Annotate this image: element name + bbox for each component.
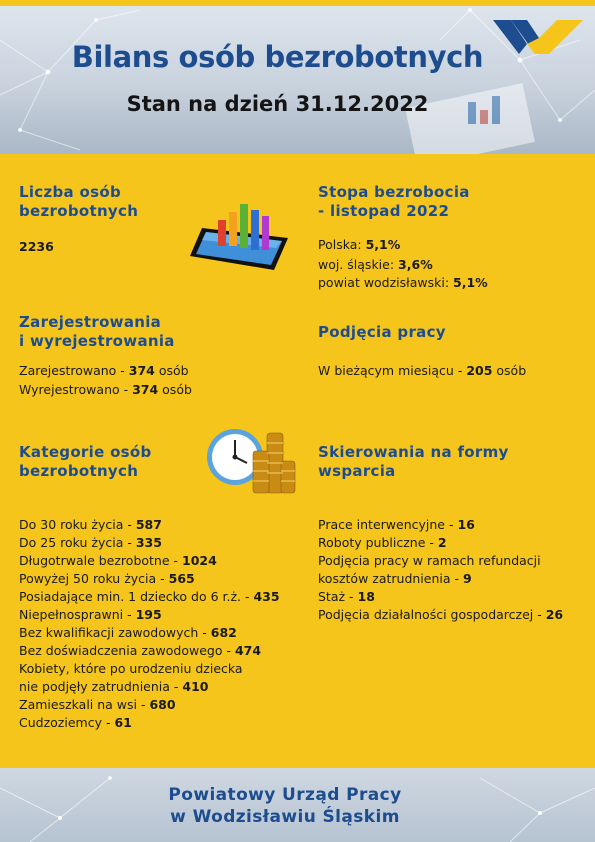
list-item-label: Kobiety, które po urodzeniu dziecka bbox=[19, 661, 243, 676]
list-item bbox=[318, 552, 541, 570]
footer-line-2: w Wodzisławiu Śląskim bbox=[170, 807, 400, 827]
list-item-label: Staż - bbox=[318, 589, 358, 604]
tablet-chart-icon bbox=[188, 200, 298, 272]
list-item bbox=[19, 696, 176, 714]
list-item bbox=[19, 570, 195, 588]
list-item-value: 565 bbox=[168, 571, 195, 586]
list-item-value: 680 bbox=[149, 697, 176, 712]
rejestracje-row: Wyrejestrowano - 374 osób bbox=[19, 382, 192, 397]
footer-line-1: Powiatowy Urząd Pracy bbox=[168, 785, 402, 805]
clock-coins-icon bbox=[205, 425, 300, 497]
section-heading-stopa: Stopa bezrobocia - listopad 2022 bbox=[318, 183, 470, 220]
list-item bbox=[19, 534, 162, 552]
list-item-value: 474 bbox=[234, 643, 262, 658]
podjecia-row: W bieżącym miesiącu - 205 osób bbox=[318, 363, 527, 378]
list-item-value: 61 bbox=[114, 715, 132, 730]
list-item bbox=[19, 660, 243, 678]
list-item bbox=[19, 642, 261, 660]
list-item-label: Posiadające min. 1 dziecko do 6 r.ż. - bbox=[19, 589, 254, 604]
list-item-label: Prace interwencyjne - bbox=[318, 517, 458, 532]
list-item bbox=[19, 678, 208, 696]
footer-banner bbox=[0, 768, 595, 842]
section-heading-skierowania: Skierowania na formy wsparcia bbox=[318, 443, 509, 480]
list-item bbox=[318, 588, 375, 606]
list-item-value: 9 bbox=[462, 571, 472, 586]
section-heading-podjecia: Podjęcia pracy bbox=[318, 323, 446, 341]
list-item bbox=[318, 534, 447, 552]
stopa-row: Polska: 5,1% bbox=[318, 237, 401, 252]
list-item-value: 1024 bbox=[182, 553, 217, 568]
list-item-label: Bez kwalifikacji zawodowych - bbox=[19, 625, 211, 640]
list-item bbox=[318, 570, 472, 588]
section-heading-liczba: Liczba osób bezrobotnych bbox=[19, 183, 139, 220]
list-item-value: 18 bbox=[357, 589, 375, 604]
list-item-value: 16 bbox=[457, 517, 475, 532]
list-item bbox=[19, 516, 162, 534]
list-item-value: 682 bbox=[210, 625, 237, 640]
list-item-label: Roboty publiczne - bbox=[318, 535, 438, 550]
list-item-label: Do 30 roku życia - bbox=[19, 517, 136, 532]
list-item-label: kosztów zatrudnienia - bbox=[318, 571, 463, 586]
list-item-label: Powyżej 50 roku życia - bbox=[19, 571, 169, 586]
list-item-label: Bez doświadczenia zawodowego - bbox=[19, 643, 235, 658]
list-item-value: 26 bbox=[545, 607, 564, 622]
list-item-label: Do 25 roku życia - bbox=[19, 535, 136, 550]
list-item-label: nie podjęły zatrudnienia - bbox=[19, 679, 183, 694]
list-item-value: 195 bbox=[135, 607, 162, 622]
list-item-label: Podjęcia działalności gospodarczej - bbox=[318, 607, 546, 622]
section-heading-kategorie: Kategorie osób bezrobotnych bbox=[19, 443, 152, 480]
list-item-label: Niepełnosprawni - bbox=[19, 607, 136, 622]
footer-org-name bbox=[0, 784, 570, 828]
list-item-value: 2 bbox=[437, 535, 447, 550]
liczba-value: 2236 bbox=[19, 239, 54, 254]
list-item-value: 435 bbox=[253, 589, 280, 604]
list-item-value: 335 bbox=[135, 535, 162, 550]
list-item bbox=[19, 606, 162, 624]
list-item bbox=[318, 606, 563, 624]
list-item-label: Podjęcia pracy w ramach refundacji bbox=[318, 553, 541, 568]
list-item bbox=[19, 714, 132, 732]
list-item bbox=[19, 552, 217, 570]
list-item bbox=[318, 516, 475, 534]
list-item-label: Cudzoziemcy - bbox=[19, 715, 115, 730]
list-item-value: 410 bbox=[182, 679, 209, 694]
list-item bbox=[19, 588, 280, 606]
stopa-row: woj. śląskie: 3,6% bbox=[318, 257, 433, 272]
list-item bbox=[19, 624, 237, 642]
pup-logo bbox=[493, 14, 585, 56]
list-item-label: Długotrwale bezrobotne - bbox=[19, 553, 182, 568]
section-heading-rejestracje: Zarejestrowania i wyrejestrowania bbox=[19, 313, 175, 350]
stopa-row: powiat wodzisławski: 5,1% bbox=[318, 275, 488, 290]
header-banner bbox=[0, 0, 595, 154]
rejestracje-row: Zarejestrowano - 374 osób bbox=[19, 363, 189, 378]
page-subtitle: Stan na dzień 31.12.2022 bbox=[126, 92, 429, 116]
page-title: Bilans osób bezrobotnych bbox=[71, 40, 484, 74]
list-item-value: 587 bbox=[135, 517, 162, 532]
list-item-label: Zamieszkali na wsi - bbox=[19, 697, 150, 712]
